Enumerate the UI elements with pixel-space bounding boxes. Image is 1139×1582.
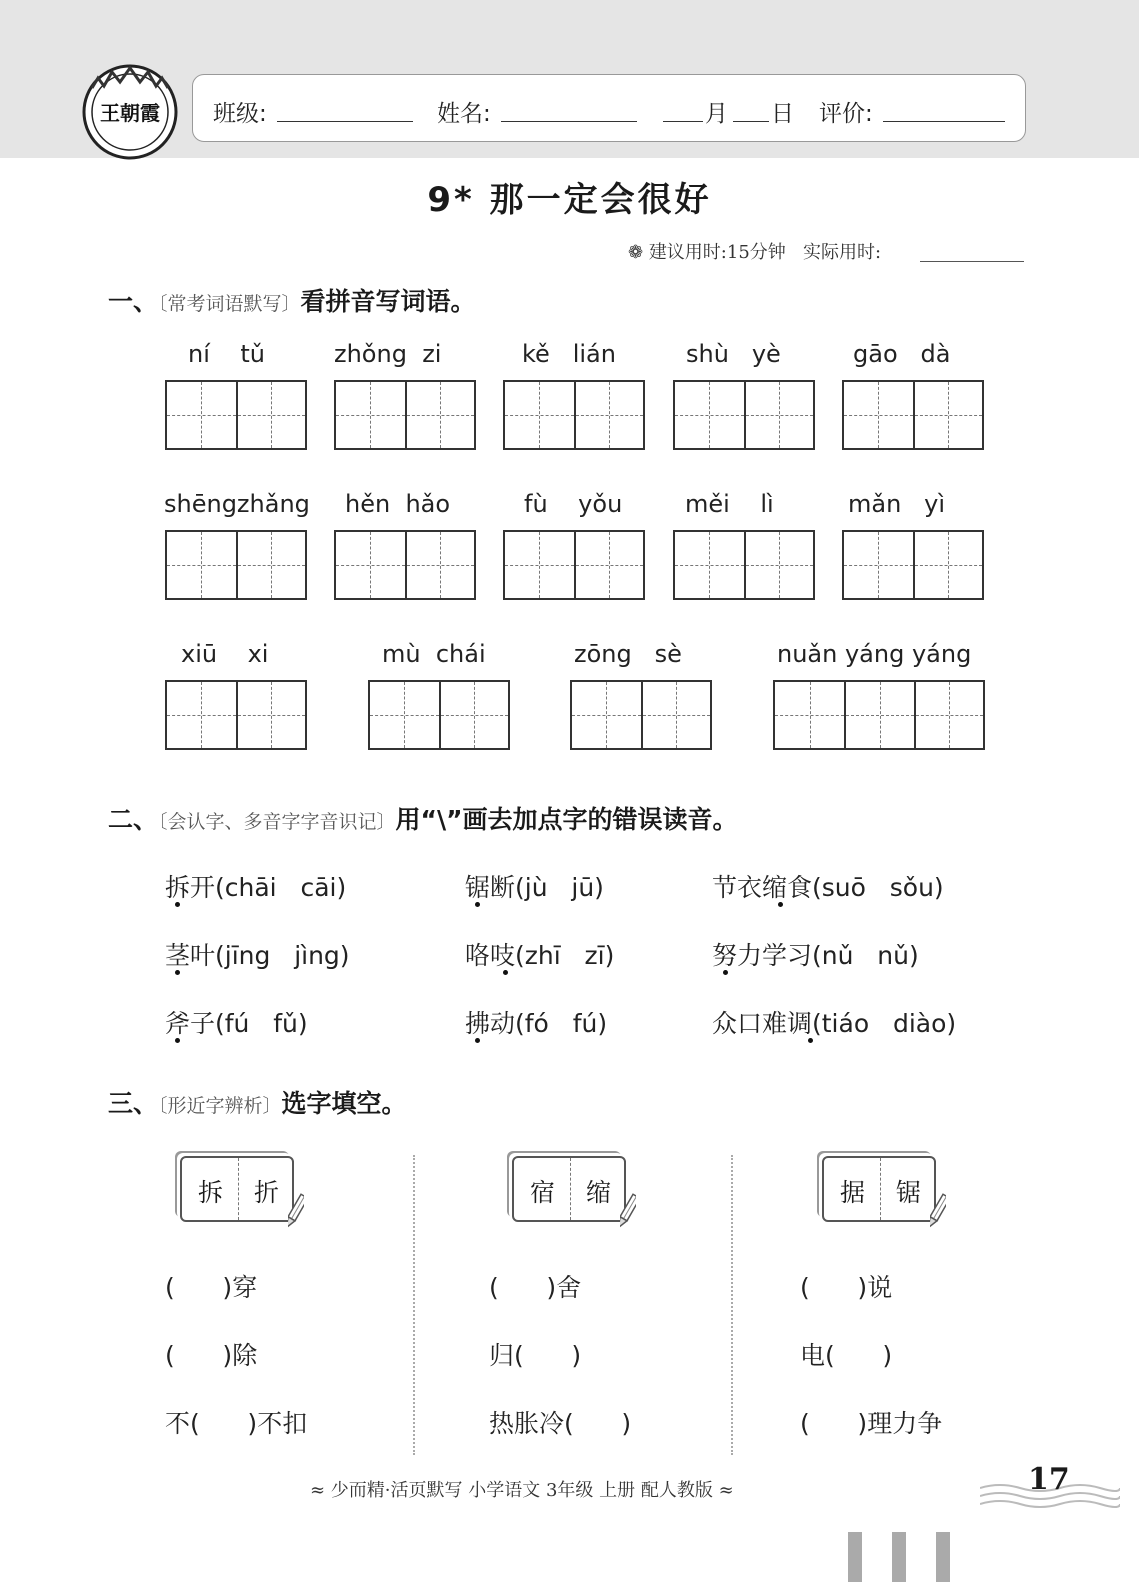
time-info (628, 238, 881, 264)
pencil-icon (930, 1190, 946, 1232)
actual-time-field[interactable] (920, 261, 1024, 262)
card-divider (570, 1158, 571, 1220)
writing-grid[interactable] (165, 680, 307, 750)
name-label: 姓名: (437, 101, 491, 127)
fill-blank[interactable]: 不( )不扣 (165, 1409, 308, 1438)
word-pinyin: fù yǒu (524, 490, 623, 518)
pencil-icon (620, 1190, 636, 1232)
fill-blank[interactable]: 归( ) (489, 1341, 582, 1370)
pronunciation-item[interactable]: 拆开(chāi cāi) (165, 873, 347, 902)
section1-tag: 〔常考词语默写〕 (158, 293, 301, 315)
month-label: 月 (705, 101, 728, 127)
pronunciation-item[interactable]: 锯断(jù jū) (465, 873, 604, 902)
word-pinyin: mù chái (382, 640, 486, 668)
char-option: 宿 (530, 1178, 556, 1207)
emphasis-dot (723, 970, 728, 975)
pencil-icon (288, 1190, 304, 1232)
logo-text: 王朝霞 (100, 101, 160, 125)
word-pinyin: shù yè (686, 340, 781, 368)
card-divider (880, 1158, 881, 1220)
class-label: 班级: (213, 101, 267, 127)
writing-grid[interactable] (673, 380, 815, 450)
month-field[interactable] (663, 121, 703, 122)
day-field[interactable] (733, 121, 769, 122)
word-pinyin: mǎn yì (848, 490, 946, 518)
eval-label: 评价: (819, 101, 873, 127)
section2-instruction: 用“\”画去加点字的错误读音。 (395, 805, 738, 834)
char-card (180, 1156, 294, 1222)
emphasis-dot (175, 1038, 180, 1043)
writing-grid[interactable] (503, 380, 645, 450)
fill-blank[interactable]: ( )理力争 (800, 1409, 943, 1438)
section3-tag: 〔形近字辨析〕 (158, 1095, 282, 1117)
char-option: 折 (254, 1178, 280, 1207)
word-pinyin: gāo dà (853, 340, 951, 368)
char-option: 缩 (586, 1178, 612, 1207)
actual-time-label: 实际用时: (802, 242, 882, 263)
class-field[interactable] (277, 121, 413, 122)
emphasis-dot (175, 970, 180, 975)
edge-mark (936, 1532, 950, 1582)
writing-grid[interactable] (842, 380, 984, 450)
word-pinyin: zhǒng zi (334, 340, 442, 368)
student-info-box (192, 74, 1026, 142)
char-card (822, 1156, 936, 1222)
pronunciation-item[interactable]: 咯吱(zhī zī) (465, 941, 615, 970)
char-card (512, 1156, 626, 1222)
emphasis-dot (808, 1038, 813, 1043)
word-pinyin: xiū xi (181, 640, 269, 668)
emphasis-dot (475, 1038, 480, 1043)
writing-grid[interactable] (842, 530, 984, 600)
fill-blank[interactable]: ( )穿 (165, 1273, 258, 1302)
suggested-time: 建议用时:15分钟 (648, 242, 786, 263)
footer-text: ≈ 少而精·活页默写 小学语文 3年级 上册 配人教版 ≈ (310, 1480, 734, 1501)
fill-blank[interactable]: 电( ) (800, 1341, 893, 1370)
edge-mark (848, 1532, 862, 1582)
fill-blank[interactable]: ( )除 (165, 1341, 258, 1370)
word-pinyin: nuǎn yáng yáng (777, 640, 972, 668)
fill-blank[interactable]: ( )舍 (489, 1273, 582, 1302)
page-number: 17 (1028, 1462, 1070, 1497)
writing-grid[interactable] (334, 530, 476, 600)
writing-grid[interactable] (334, 380, 476, 450)
column-divider (731, 1155, 733, 1455)
section1-number: 一、 (108, 287, 159, 316)
writing-grid[interactable] (773, 680, 985, 750)
pronunciation-item[interactable]: 努力学习(nǔ nǔ) (712, 941, 919, 970)
column-divider (413, 1155, 415, 1455)
pronunciation-item[interactable]: 节衣缩食(suō sǒu) (712, 873, 944, 902)
section3-heading (108, 1084, 407, 1120)
pronunciation-item[interactable]: 茎叶(jīng jìng) (165, 941, 350, 970)
word-pinyin: zōng sè (574, 640, 682, 668)
day-label: 日 (771, 101, 794, 127)
fill-blank[interactable]: 热胀冷( ) (489, 1409, 632, 1438)
char-option: 据 (840, 1178, 866, 1207)
lesson-title: 9* 那一定会很好 (427, 180, 712, 220)
section1-heading (108, 282, 476, 318)
pronunciation-item[interactable]: 斧子(fú fǔ) (165, 1009, 308, 1038)
writing-grid[interactable] (673, 530, 815, 600)
char-option: 锯 (896, 1178, 922, 1207)
section2-heading (108, 800, 738, 836)
fill-blank[interactable]: ( )说 (800, 1273, 893, 1302)
writing-grid[interactable] (368, 680, 510, 750)
word-pinyin: shēngzhǎng (164, 490, 310, 518)
emphasis-dot (175, 902, 180, 907)
section2-tag: 〔会认字、多音字字音识记〕 (158, 811, 396, 833)
eval-field[interactable] (883, 121, 1005, 122)
emphasis-dot (475, 902, 480, 907)
word-pinyin: měi lì (685, 490, 774, 518)
pronunciation-item[interactable]: 众口难调(tiáo diào) (712, 1009, 957, 1038)
char-option: 拆 (198, 1178, 224, 1207)
pronunciation-item[interactable]: 拂动(fó fú) (465, 1009, 608, 1038)
section3-number: 三、 (108, 1089, 159, 1118)
name-field[interactable] (501, 121, 637, 122)
edge-mark (892, 1532, 906, 1582)
emphasis-dot (503, 970, 508, 975)
word-pinyin: hěn hǎo (345, 490, 451, 518)
card-divider (238, 1158, 239, 1220)
writing-grid[interactable] (165, 530, 307, 600)
section2-number: 二、 (108, 805, 159, 834)
writing-grid[interactable] (165, 380, 307, 450)
word-pinyin: ní tǔ (188, 340, 266, 368)
publisher-logo (80, 60, 180, 160)
time-icon: ❁ (628, 242, 649, 263)
writing-grid[interactable] (570, 680, 712, 750)
emphasis-dot (778, 902, 783, 907)
word-pinyin: kě lián (522, 340, 616, 368)
section3-instruction: 选字填空。 (281, 1089, 407, 1118)
writing-grid[interactable] (503, 530, 645, 600)
section1-instruction: 看拼音写词语。 (300, 287, 476, 316)
